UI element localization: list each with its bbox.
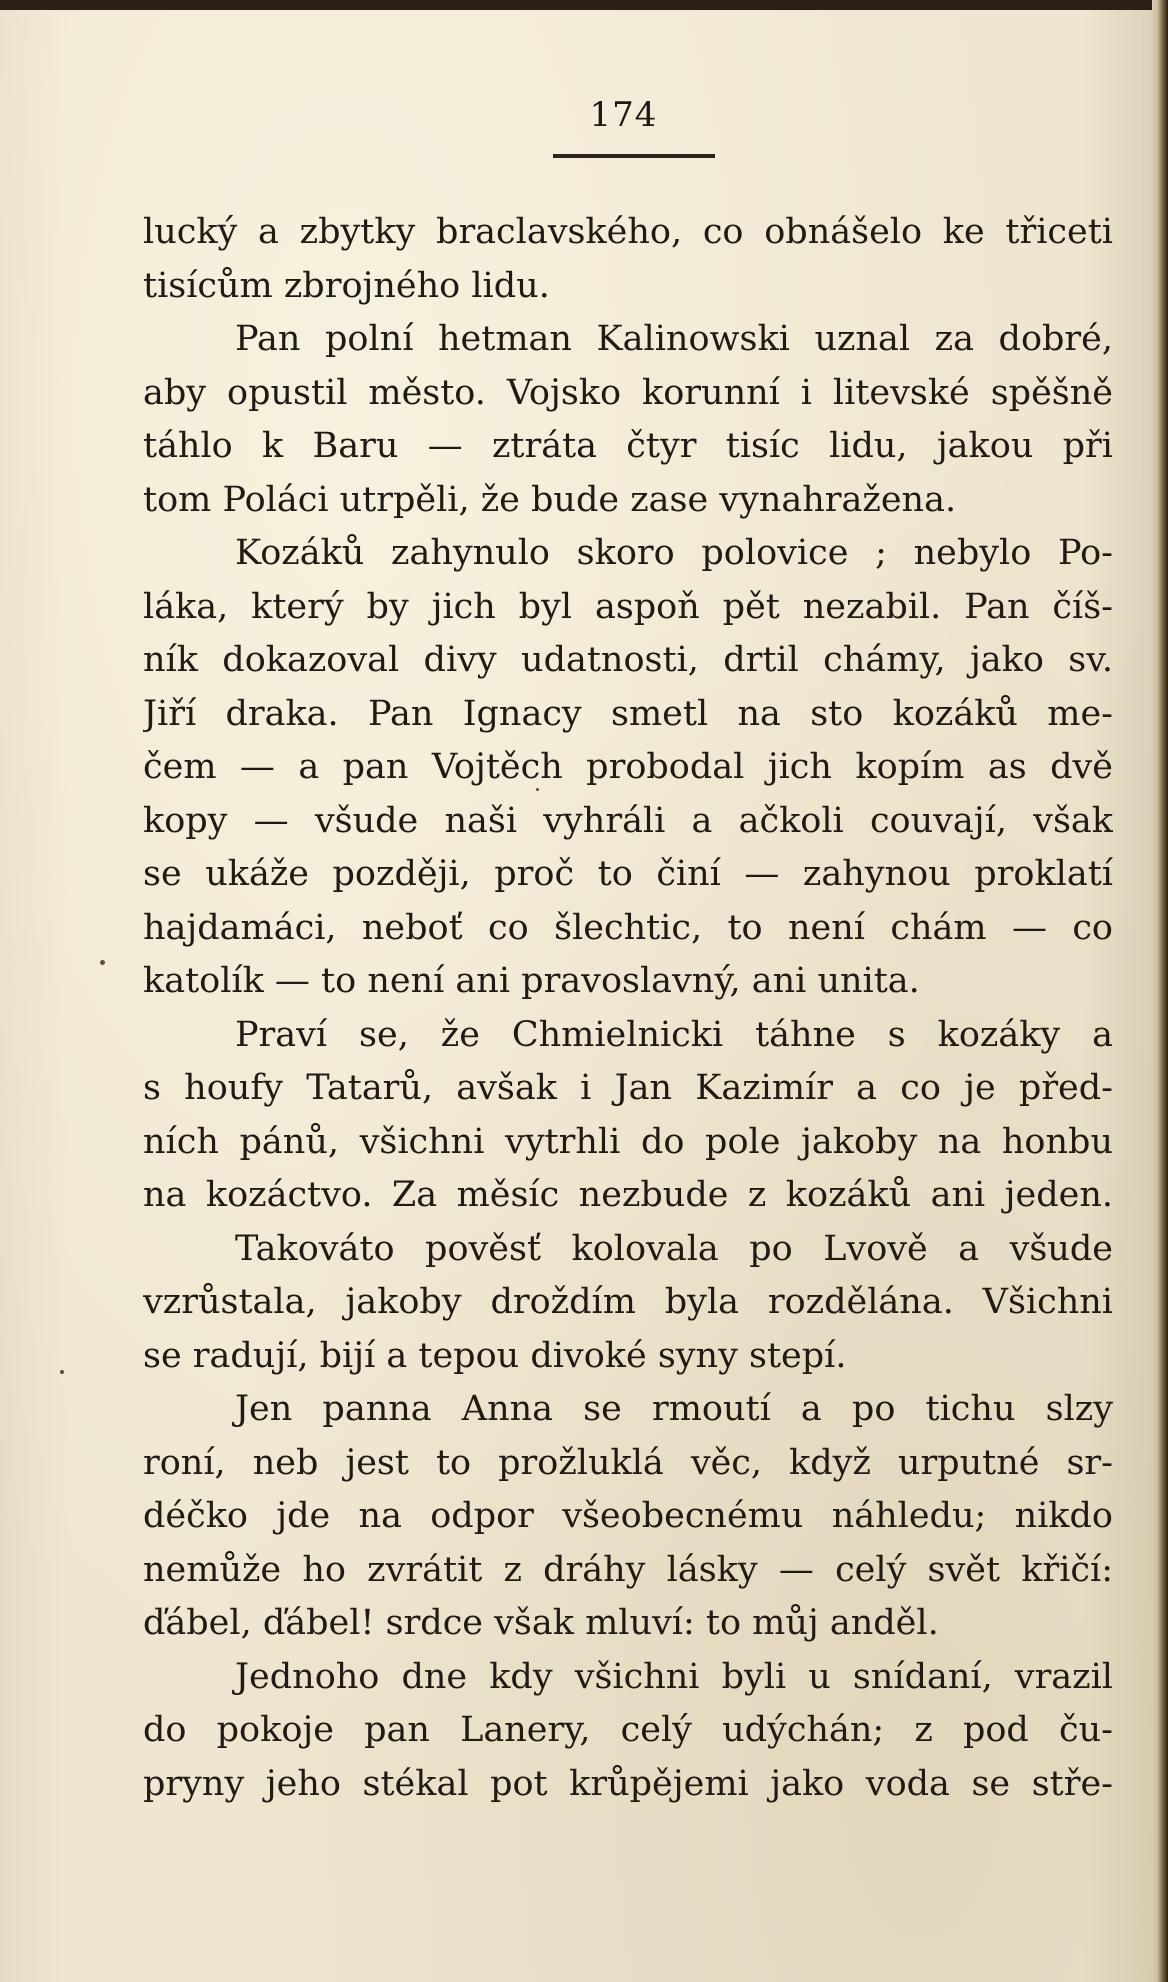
header-rule (553, 154, 715, 158)
text-line: Kozáků zahynulo skoro polovice ; nebylo Po- (235, 533, 1113, 573)
text-line: se radují, bijí a tepou divoké syny stepí. (143, 1335, 847, 1376)
text-line: aby opustil město. Vojsko korunní i litevské spěšně (143, 372, 1113, 413)
text-line: čem — a pan Vojtěch probodal jich kopím as dvě (143, 747, 1113, 787)
text-line: Jen panna Anna se rmoutí a po tichu slzy (235, 1389, 1113, 1429)
page-sheet (0, 10, 1152, 1982)
text-line: hajdamáci, neboť co šlechtic, to není chám — co (143, 907, 1113, 948)
text-line: lucký a zbytky braclavského, co obnášelo ke třiceti (143, 212, 1113, 252)
text-line: láka, který by jich byl aspoň pět nezabil. Pan číš- (143, 586, 1113, 627)
text-line: Pan polní hetman Kalinowski uznal za dobré, (235, 319, 1113, 359)
text-line: kopy — všude naši vyhráli a ačkoli couvají, však (143, 800, 1113, 841)
text-line: ních pánů, všichni vytrhli do pole jakoby na honbu (143, 1121, 1113, 1162)
text-line: pryny jeho stékal pot krůpějemi jako voda se stře- (143, 1763, 1113, 1804)
text-line: Praví se, že Chmielnicki táhne s kozáky a (235, 1014, 1113, 1055)
page-number: 174 (589, 95, 658, 135)
text-line: katolík — to není ani pravoslavný, ani unita. (143, 961, 920, 1001)
text-line: na kozáctvo. Za měsíc nezbude z kozáků ani jeden. (143, 1175, 1113, 1215)
book-gutter (1152, 0, 1168, 1982)
text-line: do pokoje pan Lanery, celý udýchán; z pod ču- (143, 1710, 1113, 1750)
text-line: s houfy Tatarů, avšak i Jan Kazimír a co je před- (143, 1068, 1113, 1108)
text-line: Jednoho dne kdy všichni byli u snídaní, vrazil (235, 1656, 1113, 1697)
text-line: tom Poláci utrpěli, že bude zase vynahražena. (143, 479, 957, 520)
ink-speck (536, 788, 539, 791)
text-line: nemůže ho zvrátit z dráhy lásky — celý svět křičí: (143, 1549, 1113, 1590)
ink-speck (60, 1370, 64, 1374)
text-line: Jiří draka. Pan Ignacy smetl na sto kozáků me- (143, 693, 1113, 734)
text-line: déčko jde na odpor všeobecnému náhledu; nikdo (143, 1496, 1113, 1536)
ink-speck (100, 960, 105, 965)
text-line: ník dokazoval divy udatnosti, drtil chámy, jako sv. (143, 640, 1113, 680)
text-line: roní, neb jest to prožluklá věc, když urputné sr- (143, 1442, 1113, 1483)
body-text (143, 206, 1113, 1811)
text-line: ďábel, ďábel! srdce však mluví: to můj anděl. (143, 1603, 939, 1643)
page-header (0, 95, 1152, 135)
text-line: se ukáže později, proč to činí — zahynou proklatí (143, 854, 1113, 894)
text-line: vzrůstala, jakoby droždím byla rozdělána. Všichni (143, 1282, 1113, 1322)
text-line: tisícům zbrojného lidu. (143, 265, 550, 306)
text-line: Takováto pověsť kolovala po Lvově a všude (235, 1228, 1113, 1269)
text-line: táhlo k Baru — ztráta čtyr tisíc lidu, jakou při (143, 426, 1113, 466)
